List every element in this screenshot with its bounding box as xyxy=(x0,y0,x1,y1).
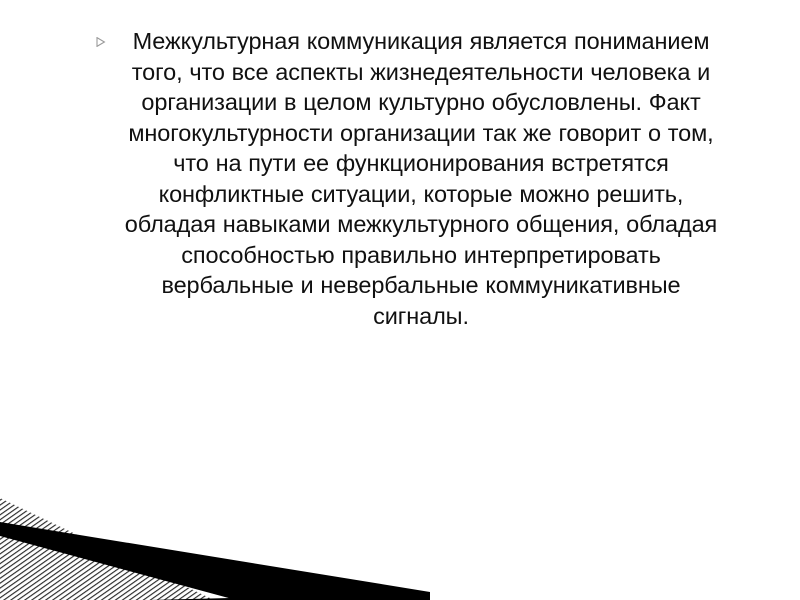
bullet-list-item xyxy=(96,26,728,331)
triangle-bullet-icon xyxy=(96,26,114,47)
corner-stripes-graphic xyxy=(0,480,430,600)
body-text-block xyxy=(96,26,728,331)
bullet-paragraph-text: Межкультурная коммуникация является пониманием того, что все аспекты жизнедеятельности человека и организации в целом культурно обусловлены. Факт многокультурности организации так же говорит о том, что на пути ее функционирования встретятся конфликтные ситуации, которые можно решить, обладая навыками межкультурного общения, обладая способностью правильно интерпретировать вербальные и невербальные коммуникативные сигналы. xyxy=(124,28,718,329)
